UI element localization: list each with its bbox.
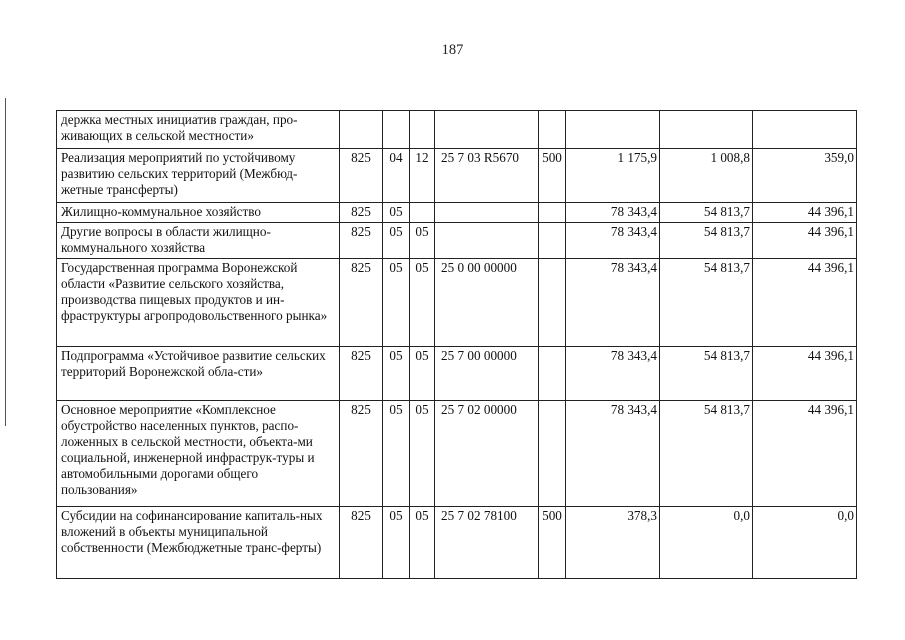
year1-cell: 78 343,4 [566,223,660,259]
year2-cell: 54 813,7 [660,259,753,347]
csr-cell: 25 7 02 78100 [435,507,539,579]
left-margin-line [5,98,6,426]
budget-table [56,110,857,579]
year3-cell: 0,0 [753,507,857,579]
year3-cell: 44 396,1 [753,347,857,401]
year3-cell [753,111,857,149]
pr-cell: 05 [410,507,435,579]
table-row [57,347,857,401]
grbs-cell: 825 [340,223,383,259]
row-name: Государственная программа Воронежской области «Развитие сельского хозяйства, производства пищевых продуктов и ин-фраструктуры агропродовольственного рынка» [57,259,340,347]
rz-cell: 05 [383,203,410,223]
rz-cell: 05 [383,347,410,401]
vr-cell [539,111,566,149]
year1-cell: 78 343,4 [566,203,660,223]
vr-cell [539,259,566,347]
year2-cell [660,111,753,149]
vr-cell [539,203,566,223]
row-name: Жилищно-коммунальное хозяйство [57,203,340,223]
vr-cell [539,223,566,259]
pr-cell [410,111,435,149]
row-name: Другие вопросы в области жилищно-коммунального хозяйства [57,223,340,259]
grbs-cell: 825 [340,347,383,401]
year2-cell: 54 813,7 [660,401,753,507]
year3-cell: 44 396,1 [753,259,857,347]
pr-cell: 12 [410,149,435,203]
page-number: 187 [441,42,464,58]
year3-cell: 359,0 [753,149,857,203]
table-row [57,223,857,259]
year2-cell: 1 008,8 [660,149,753,203]
row-name: держка местных инициатив граждан, про-живающих в сельской местности» [57,111,340,149]
row-name: Основное мероприятие «Комплексное обустройство населенных пунктов, распо-ложенных в сельской местности, объекта-ми социальной, инженерной инфраструк-туры и автомобильными дорогами общего пользования» [57,401,340,507]
table-row [57,259,857,347]
year3-cell: 44 396,1 [753,223,857,259]
table-row [57,401,857,507]
year1-cell: 78 343,4 [566,347,660,401]
csr-cell: 25 0 00 00000 [435,259,539,347]
year2-cell: 54 813,7 [660,223,753,259]
pr-cell: 05 [410,259,435,347]
grbs-cell: 825 [340,259,383,347]
grbs-cell: 825 [340,203,383,223]
year1-cell [566,111,660,149]
csr-cell: 25 7 03 R5670 [435,149,539,203]
rz-cell: 05 [383,259,410,347]
pr-cell [410,203,435,223]
rz-cell: 04 [383,149,410,203]
grbs-cell: 825 [340,507,383,579]
year2-cell: 54 813,7 [660,203,753,223]
row-name: Реализация мероприятий по устойчивому развитию сельских территорий (Межбюд-жетные трансферты) [57,149,340,203]
table-row [57,203,857,223]
table-row [57,507,857,579]
grbs-cell: 825 [340,401,383,507]
rz-cell: 05 [383,507,410,579]
year1-cell: 378,3 [566,507,660,579]
year3-cell: 44 396,1 [753,401,857,507]
grbs-cell [340,111,383,149]
year1-cell: 78 343,4 [566,259,660,347]
rz-cell: 05 [383,401,410,507]
row-name: Субсидии на софинансирование капиталь-ных вложений в объекты муниципальной собственности (Межбюджетные транс-ферты) [57,507,340,579]
vr-cell: 500 [539,149,566,203]
year1-cell: 78 343,4 [566,401,660,507]
csr-cell [435,203,539,223]
csr-cell [435,223,539,259]
vr-cell: 500 [539,507,566,579]
csr-cell [435,111,539,149]
year2-cell: 0,0 [660,507,753,579]
csr-cell: 25 7 00 00000 [435,347,539,401]
pr-cell: 05 [410,347,435,401]
rz-cell: 05 [383,223,410,259]
year1-cell: 1 175,9 [566,149,660,203]
year3-cell: 44 396,1 [753,203,857,223]
pr-cell: 05 [410,223,435,259]
csr-cell: 25 7 02 00000 [435,401,539,507]
table-row [57,111,857,149]
pr-cell: 05 [410,401,435,507]
vr-cell [539,347,566,401]
year2-cell: 54 813,7 [660,347,753,401]
vr-cell [539,401,566,507]
table-row [57,149,857,203]
row-name: Подпрограмма «Устойчивое развитие сельских территорий Воронежской обла-сти» [57,347,340,401]
grbs-cell: 825 [340,149,383,203]
rz-cell [383,111,410,149]
